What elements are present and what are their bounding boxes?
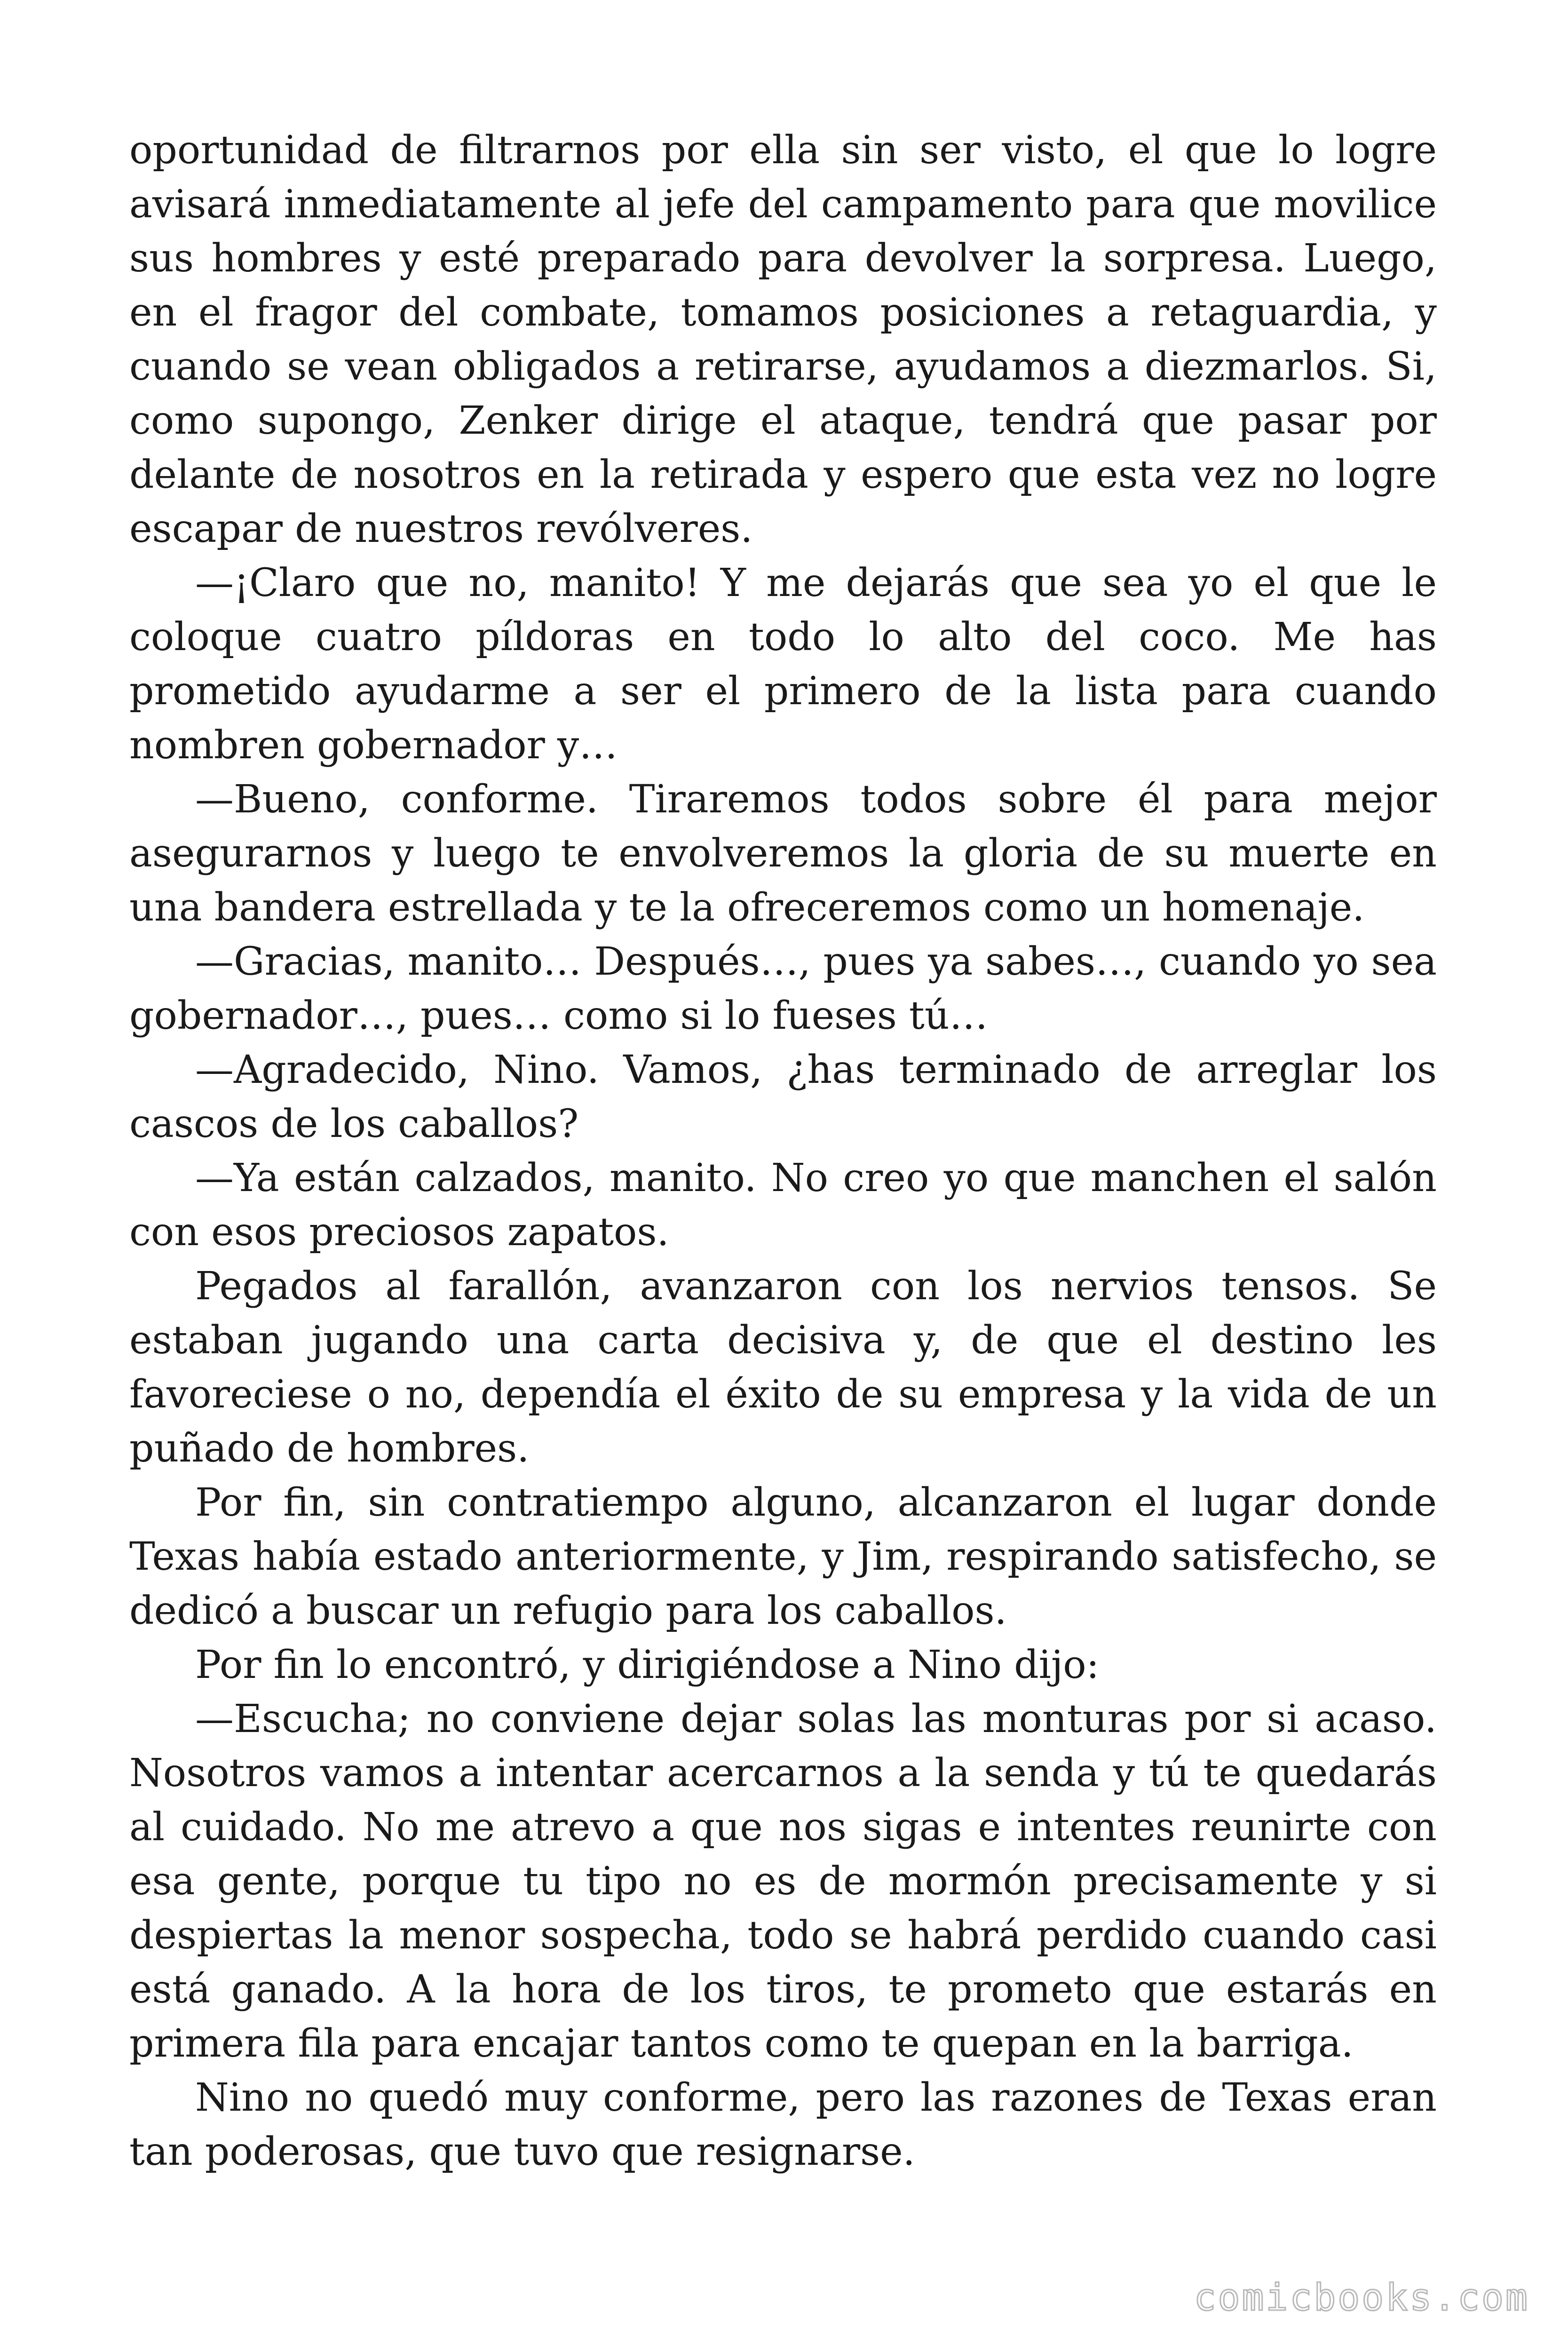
paragraph-11: Nino no quedó muy conforme, pero las razones de Texas eran tan poderosas, que tuvo que resignarse. (129, 2075, 1437, 2174)
paragraph-2: —¡Claro que no, manito! Y me dejarás que sea yo el que le coloque cuatro píldoras en todo lo alto del coco. Me has prometido ayudarme a ser el primero de la lista para cuando nombren gobernador y… (129, 561, 1437, 768)
paragraph-4: —Gracias, manito… Después…, pues ya sabes…, cuando yo sea gobernador…, pues… como si lo fueses tú… (129, 939, 1437, 1038)
paragraph-9: Por fin lo encontró, y dirigiéndose a Nino dijo: (195, 1643, 1100, 1687)
paragraph-5: —Agradecido, Nino. Vamos, ¿has terminado de arreglar los cascos de los caballos? (129, 1048, 1437, 1146)
paragraph-8: Por fin, sin contratiempo alguno, alcanzaron el lugar donde Texas había estado anteriormente, y Jim, respirando satisfecho, se dedicó a buscar un refugio para los caballos. (129, 1480, 1437, 1633)
watermark: comicbooks.com (1194, 2277, 1529, 2319)
paragraph-1: oportunidad de filtrarnos por ella sin ser visto, el que lo logre avisará inmediatamente al jefe del campamento para que movilice sus hombres y esté preparado para devolver la sorpresa. Luego, en el fragor del combate, tomamos posiciones a retaguardia, y cuando se vean obligados a retirarse, ayudamos a diezmarlos. Si, como supongo, Zenker dirige el ataque, tendrá que pasar por delante de nosotros en la retirada y espero que esta vez no logre escapar de nuestros revólveres. (129, 128, 1437, 551)
body-text (129, 123, 1437, 2179)
paragraph-3: —Bueno, conforme. Tiraremos todos sobre él para mejor asegurarnos y luego te envolveremos la gloria de su muerte en una bandera estrellada y te la ofreceremos como un homenaje. (129, 777, 1437, 930)
paragraph-10: —Escucha; no conviene dejar solas las monturas por si acaso. Nosotros vamos a intentar acercarnos a la senda y tú te quedarás al cuidado. No me atrevo a que nos sigas e intentes reunirte con esa gente, porque tu tipo no es de mormón precisamente y si despiertas la menor sospecha, todo se habrá perdido cuando casi está ganado. A la hora de los tiros, te prometo que estarás en primera fila para encajar tantos como te quepan en la barriga. (129, 1697, 1437, 2066)
paragraph-6: —Ya están calzados, manito. No creo yo que manchen el salón con esos preciosos zapatos. (129, 1156, 1437, 1255)
paragraph-7: Pegados al farallón, avanzaron con los nervios tensos. Se estaban jugando una carta decisiva y, de que el destino les favoreciese o no, dependía el éxito de su empresa y la vida de un puñado de hombres. (129, 1264, 1437, 1471)
